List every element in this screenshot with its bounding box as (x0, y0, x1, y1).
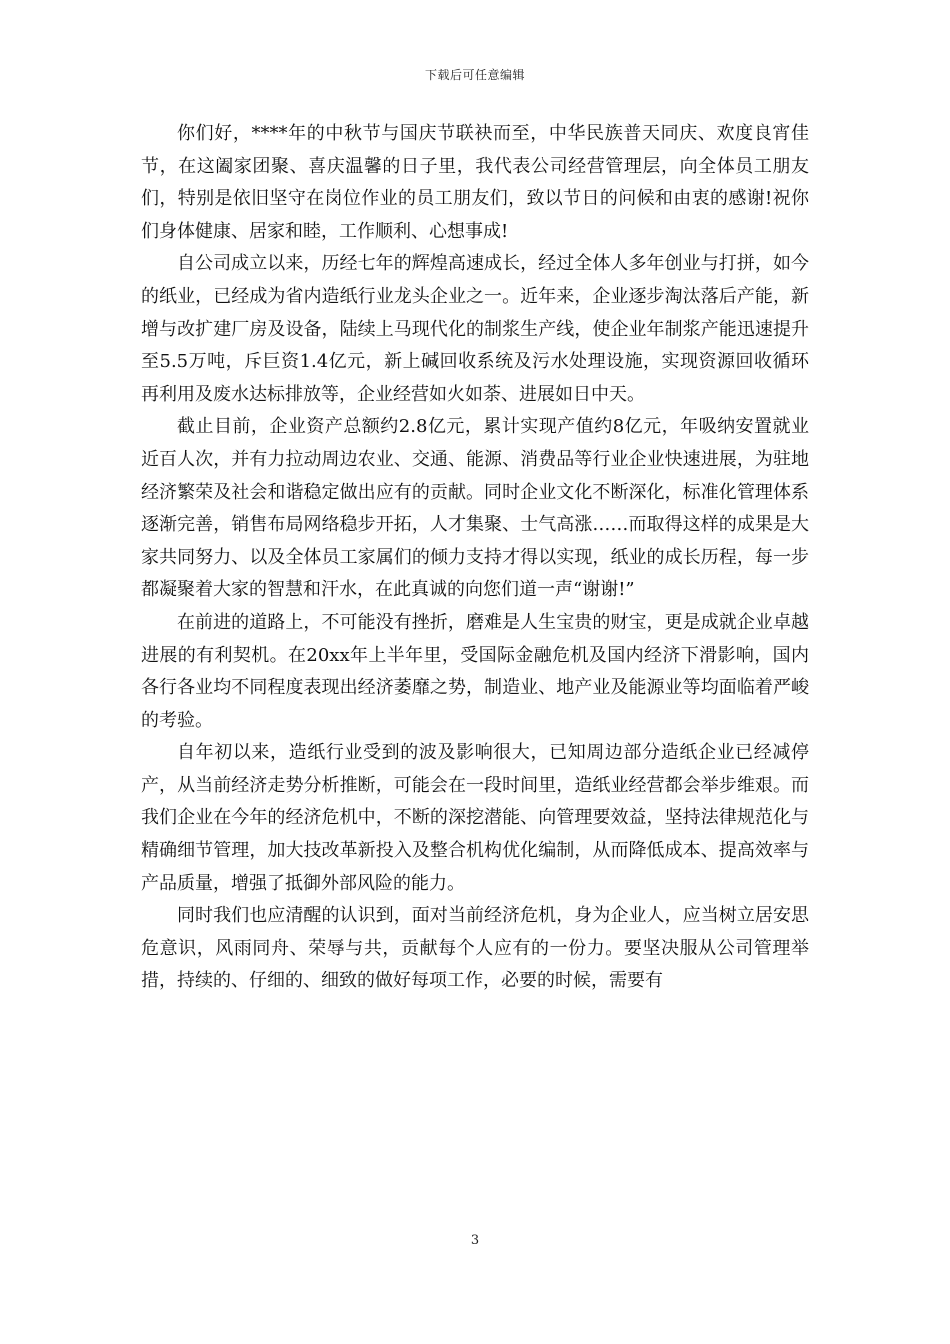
paragraph-call-to-action: 同时我们也应清醒的认识到，面对当前经济危机，身为企业人，应当树立居安思危意识，风雨同舟、荣辱与共，贡献每个人应有的一份力。要坚决服从公司管理举措，持续的、仔细的、细致的做好每项工作，必要的时候，需要有 (141, 905, 809, 992)
paragraph-achievements: 截止目前，企业资产总额约2.8亿元，累计实现产值约8亿元，年吸纳安置就业近百人次，并有力拉动周边农业、交通、能源、消费品等行业企业快速进展，为驻地经济繁荣及社会和谐稳定做出应有的贡献。同时企业文化不断深化，标准化管理体系逐渐完善，销售布局网络稳步开拓，人才集聚、士气高涨……而取得这样的成果是大家共同努力、以及全体员工家属们的倾力支持才得以实现，纸业的成长历程，每一步都凝聚着大家的智慧和汗水，在此真诚的向您们道一声“谢谢!” (141, 416, 809, 601)
paragraph-greeting: 你们好，****年的中秋节与国庆节联袂而至，中华民族普天同庆、欢度良宵佳节，在这阖家团聚、喜庆温馨的日子里，我代表公司经营管理层，向全体员工朋友们，特别是依旧坚守在岗位作业的员工朋友们，致以节日的问候和由衷的感谢!祝你们身体健康、居家和睦，工作顺利、心想事成! (141, 123, 809, 242)
page-header: 下载后可任意编辑 (424, 68, 525, 82)
document-body (141, 118, 809, 998)
paragraph-company-history: 自公司成立以来，历经七年的辉煌高速成长，经过全体人多年创业与打拼，如今的纸业，已经成为省内造纸行业龙头企业之一。近年来，企业逐步淘汰落后产能，新增与改扩建厂房及设备，陆续上马现代化的制浆生产线，使企业年制浆产能迅速提升至5.5万吨，斥巨资1.4亿元，新上碱回收系统及污水处理设施，实现资源回收循环再利用及废水达标排放等，企业经营如火如荼、进展如日中天。 (141, 253, 809, 405)
page-number: 3 (470, 1233, 480, 1248)
paragraph-industry-impact: 自年初以来，造纸行业受到的波及影响很大，已知周边部分造纸企业已经减停产，从当前经济走势分析推断，可能会在一段时间里，造纸业经营都会举步维艰。而我们企业在今年的经济危机中，不断的深挖潜能、向管理要效益，坚持法律规范化与精确细节管理，加大技改革新投入及整合机构优化编制，从而降低成本、提高效率与产品质量，增强了抵御外部风险的能力。 (141, 742, 809, 894)
paragraph-challenges: 在前进的道路上，不可能没有挫折，磨难是人生宝贵的财宝，更是成就企业卓越进展的有利契机。在20xx年上半年里，受国际金融危机及国内经济下滑影响，国内各行各业均不同程度表现出经济萎靡之势，制造业、地产业及能源业等均面临着严峻的考验。 (141, 611, 809, 731)
